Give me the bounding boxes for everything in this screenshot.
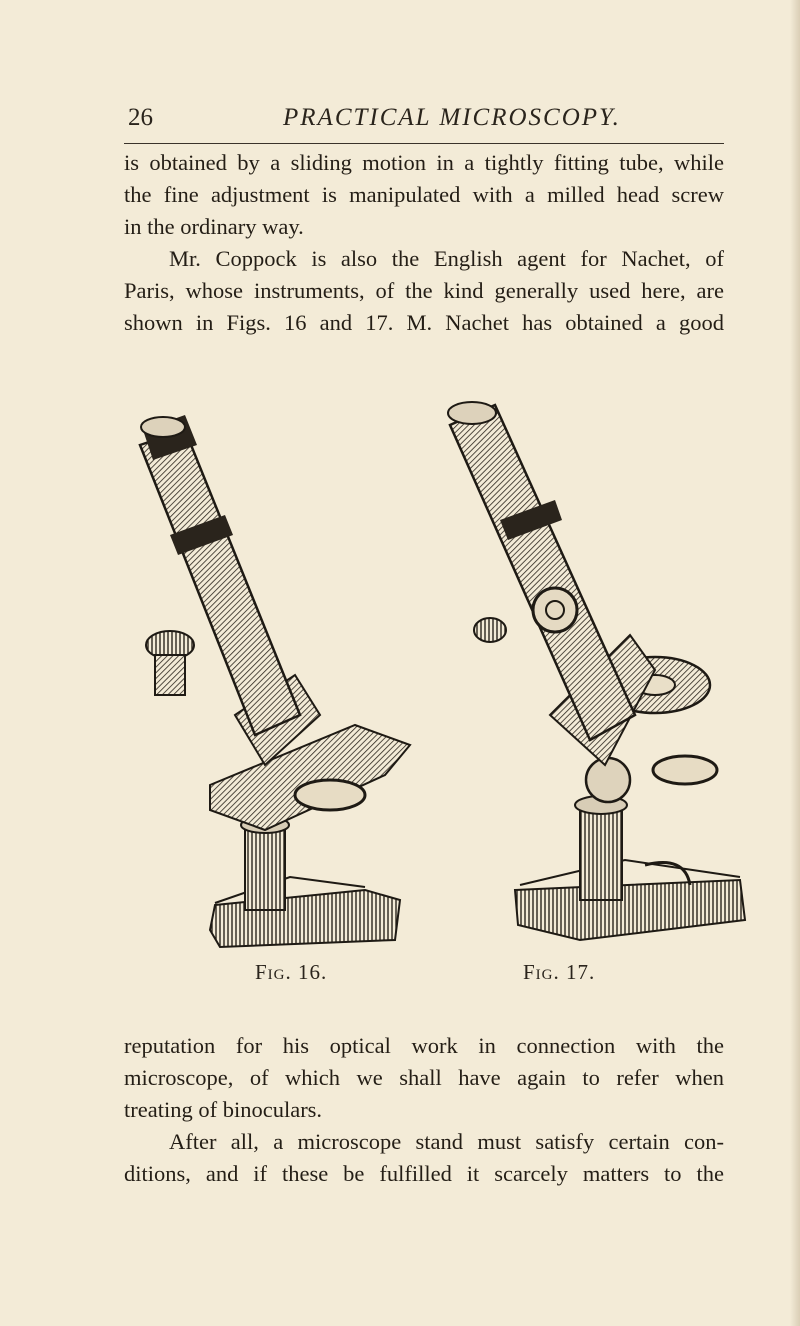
header-rule	[124, 143, 724, 144]
paragraph-bottom	[124, 1030, 724, 1190]
text-line: is obtained by a sliding motion in a tightly fitting tube, while	[124, 150, 724, 175]
text-line: After all, a microscope stand must satisfy certain con-	[169, 1129, 724, 1154]
page-edge-shadow	[790, 0, 800, 1326]
text-line: reputation for his optical work in connection with the	[124, 1033, 724, 1058]
paragraph-top	[124, 147, 724, 339]
text-line: the fine adjustment is manipulated with a milled head screw	[124, 182, 724, 207]
running-head	[128, 104, 720, 140]
figure-16-microscope-illustration	[115, 385, 415, 965]
text-line: Paris, whose instruments, of the kind generally used here, are	[124, 278, 724, 303]
text-line: microscope, of which we shall have again to refer when	[124, 1065, 724, 1090]
page-number: 26	[128, 104, 153, 131]
running-title: PRACTICAL MICROSCOPY.	[283, 104, 621, 131]
text-line: Mr. Coppock is also the English agent for Nachet, of	[169, 246, 724, 271]
figure-17-caption: Fig. 17.	[523, 960, 596, 984]
text-line: shown in Figs. 16 and 17. M. Nachet has obtained a good	[124, 310, 724, 335]
figure-16-caption: Fig. 16.	[255, 960, 328, 984]
text-line: treating of binoculars.	[124, 1097, 323, 1122]
text-line: ditions, and if these be fulfilled it scarcely matters to the	[124, 1161, 724, 1186]
figure-17-microscope-illustration	[440, 385, 760, 965]
text-line: in the ordinary way.	[124, 214, 304, 239]
